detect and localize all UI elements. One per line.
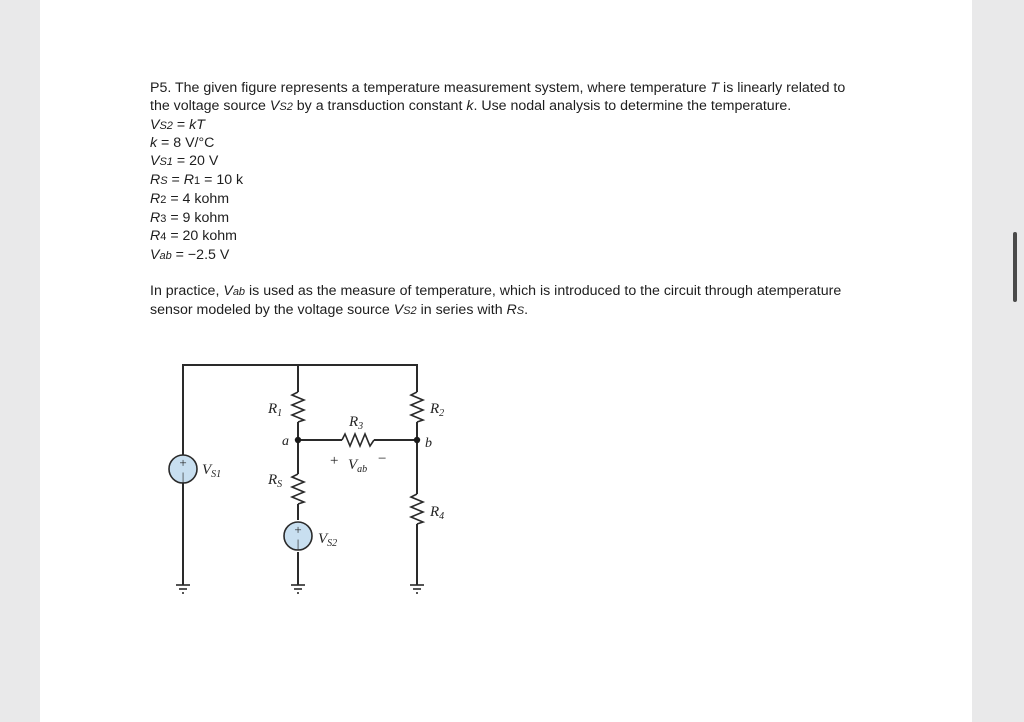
ground-symbols [176,585,424,593]
svg-text:|: | [181,469,185,484]
svg-text:|: | [296,536,300,551]
given-rs-r1: RS = R1 = 10 k [150,171,244,188]
label-vs2: $V_{S2}$ [318,531,338,549]
practice-paragraph: In practice, Vab is used as the measure of temperature, which is introduced to the circuit through atemperature sensor modeled by the voltage source VS2 in series with RS. [150,282,842,318]
circuit-diagram [150,350,450,600]
label-node-a: a [282,434,289,449]
resistor-r2 [411,392,423,422]
label-vab-minus: − [378,451,387,467]
svg-text:+: + [179,455,187,470]
given-vs2: VS2 = kT [150,116,205,133]
resistor-rs [292,474,304,504]
label-r4: $R_4$ [430,504,445,522]
label-r1: $R_1$ [268,401,283,419]
node-b-dot [414,437,420,443]
given-r2: R2 = 4 kohm [150,190,230,207]
label-node-b: b [425,436,432,451]
node-a-dot [295,437,301,443]
resistor-r4 [411,494,423,524]
resistor-r1 [292,392,304,422]
given-r4: R4 = 20 kohm [150,228,237,245]
label-vab-plus: + [330,453,339,469]
voltage-source-vs1 [169,455,197,484]
problem-text [150,80,850,321]
given-vs1: VS1 = 20 V [150,153,219,170]
voltage-source-vs2 [284,522,312,551]
given-k: k = 8 V/°C [150,135,215,152]
problem-intro: P5. The given figure represents a temperature measurement system, where temperature T is linearly related to the voltage source VS2 by a transduction constant k. Use nodal analysis to determine the temperature. [150,80,846,114]
vertical-scrollbar[interactable] [1013,232,1017,302]
svg-text:+: + [294,522,302,537]
label-r2: $R_2$ [430,401,445,419]
label-rs: $R_S$ [268,472,283,490]
given-r3: R3 = 9 kohm [150,209,230,226]
label-r3: $R_3$ [349,414,364,432]
label-vab: $V_{ab}$ [348,457,368,475]
given-vab: Vab = −2.5 V [150,247,230,264]
resistor-r3 [342,434,374,446]
label-vs1: $V_{S1}$ [202,462,222,480]
